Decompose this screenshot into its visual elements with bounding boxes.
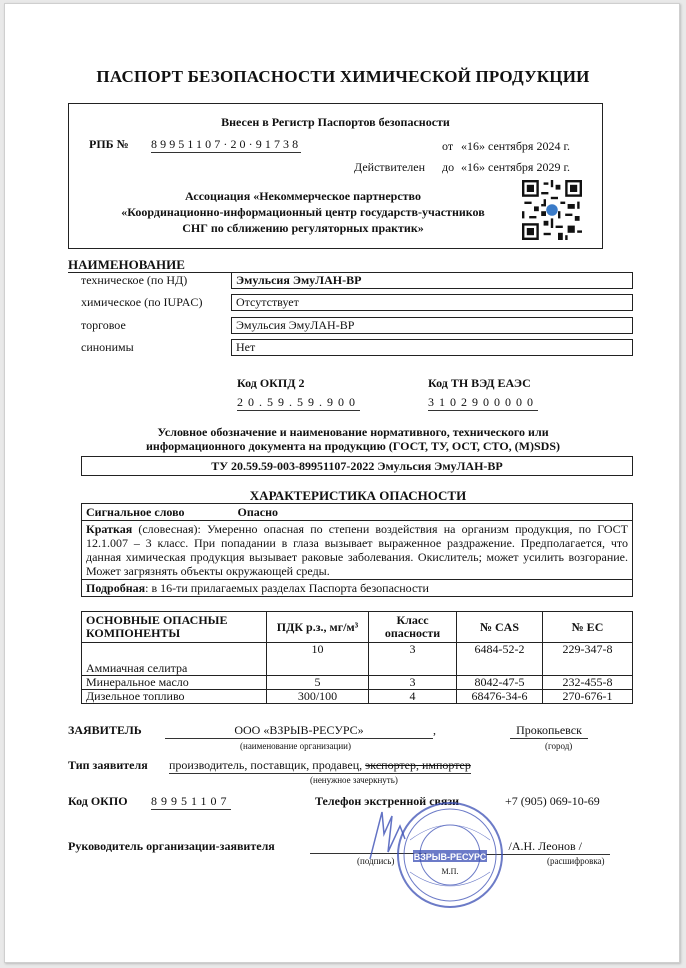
component-name: Аммиачная селитра	[82, 643, 267, 676]
component-pdk: 5	[267, 676, 369, 690]
col-header-component: ОСНОВНЫЕ ОПАСНЫЕ КОМПОНЕНТЫ	[82, 612, 267, 643]
type-caption: (ненужное зачеркнуть)	[310, 775, 398, 785]
naming-label-synonyms: синонимы	[81, 340, 134, 354]
normative-value: ТУ 20.59.59-003-89951107-2022 Эмульсия ЭмуЛАН-ВР	[81, 456, 633, 476]
component-pdk: 300/100	[267, 690, 369, 704]
applicant-type-label: Тип заявителя	[68, 758, 148, 772]
normative-heading-2: информационного документа на продукцию (ГОСТ, ТУ, ОСТ, СТО, (М)SDS)	[145, 439, 561, 453]
naming-label-technical: техническое (по НД)	[81, 273, 188, 287]
okpd-value: 20.59.59.900	[237, 395, 360, 409]
col-header-cas: № CAS	[457, 612, 543, 643]
applicant-comma: ,	[433, 723, 436, 737]
signal-value: Опасно	[234, 504, 633, 521]
hazard-heading: ХАРАКТЕРИСТИКА ОПАСНОСТИ	[249, 488, 467, 503]
brief-label: Краткая	[86, 522, 133, 536]
component-pdk: 10	[267, 643, 369, 676]
hazard-table	[81, 503, 633, 597]
brief-text: (словесная): Умеренно опасная по степени воздействия на организм продукция, по ГОСТ 12.1.007 – 3 класс. При попадании в глаза вызывает выраженное раздражение. Предполагается, что данная химическая продукция вызывает раковые заболевания. Окислитель; может усилить возгорание. Может загрязнять объекты окружающей среды.	[86, 522, 628, 578]
valid-label: Действителен	[354, 160, 426, 174]
rpb-number: 89951107·20·91738	[151, 137, 302, 151]
naming-value-synonyms: Нет	[231, 339, 633, 356]
table-row	[82, 643, 633, 676]
hazard-detail-row	[82, 580, 633, 597]
signature-icon	[360, 804, 420, 864]
detail-text: : в 16-ти прилагаемых разделах Паспорта безопасности	[145, 581, 429, 595]
naming-value-trade: Эмульсия ЭмуЛАН-ВР	[231, 317, 633, 334]
stamp-text: ВЗРЫВ-РЕСУРС	[413, 852, 487, 862]
component-name: Дизельное топливо	[82, 690, 267, 704]
tnved-label: Код ТН ВЭД ЕАЭС	[428, 376, 531, 390]
naming-value-technical: Эмульсия ЭмуЛАН-ВР	[231, 272, 633, 289]
type-kept: производитель, поставщик, продавец,	[169, 758, 363, 772]
detail-label: Подробная	[86, 581, 146, 595]
hazard-brief-row	[82, 521, 633, 580]
assoc-line-1: Ассоциация «Некоммерческое партнерство	[185, 189, 421, 203]
naming-label-chemical: химическое (по IUPAC)	[81, 295, 203, 309]
naming-value-chemical: Отсутствует	[231, 294, 633, 311]
table-row	[82, 690, 633, 704]
assoc-line-3: СНГ по сближению регуляторных практик»	[182, 221, 424, 235]
component-cas: 8042-47-5	[457, 676, 543, 690]
document-page	[4, 3, 680, 963]
table-row	[82, 676, 633, 690]
type-struck: экспортер, импортер	[365, 758, 471, 772]
from-label: от	[442, 139, 454, 153]
col-header-class: Класс опасности	[369, 612, 457, 643]
assoc-line-2: «Координационно-информационный центр государств-участников	[121, 205, 485, 219]
sign-caption: (подпись)	[357, 856, 395, 866]
component-cas: 6484-52-2	[457, 643, 543, 676]
registry-header: Внесен в Регистр Паспортов безопасности	[221, 115, 450, 129]
col-header-ec: № EC	[543, 612, 633, 643]
phone-label: Телефон экстренной связи	[315, 794, 460, 808]
head-label: Руководитель организации-заявителя	[68, 839, 275, 853]
component-class: 3	[369, 676, 457, 690]
applicant-type-value	[169, 758, 471, 774]
hazard-signal-row	[82, 504, 633, 521]
stamp-caption: М.П.	[441, 867, 459, 876]
applicant-city: Прокопьевск	[510, 723, 588, 739]
component-name: Минеральное масло	[82, 676, 267, 690]
rpb-label: РПБ №	[89, 137, 129, 151]
tnved-value: 3102900000	[428, 395, 538, 409]
normative-heading-1: Условное обозначение и наименование нормативного, технического или	[157, 425, 549, 439]
naming-label-trade: торговое	[81, 318, 126, 332]
org-caption: (наименование организации)	[240, 741, 351, 751]
component-ec: 270-676-1	[543, 690, 633, 704]
document-title: ПАСПОРТ БЕЗОПАСНОСТИ ХИМИЧЕСКОЙ ПРОДУКЦИИ	[96, 67, 590, 86]
components-header-row	[82, 612, 633, 643]
col-header-pdk: ПДК р.з., мг/м³	[267, 612, 369, 643]
component-class: 3	[369, 643, 457, 676]
phone-value: +7 (905) 069-10-69	[505, 794, 600, 808]
applicant-org: ООО «ВЗРЫВ-РЕСУРС»	[165, 723, 433, 739]
signer-name: /А.Н. Леонов /	[475, 839, 610, 855]
component-cas: 68476-34-6	[457, 690, 543, 704]
applicant-label: ЗАЯВИТЕЛЬ	[68, 723, 142, 737]
to-date: «16» сентября 2029 г.	[461, 160, 571, 174]
okpo-value: 89951107	[151, 794, 231, 808]
okpd-label: Код ОКПД 2	[237, 376, 305, 390]
qr-code-icon	[522, 180, 582, 240]
components-table	[81, 611, 633, 704]
decode-caption: (расшифровка)	[547, 856, 605, 866]
component-ec: 232-455-8	[543, 676, 633, 690]
signal-label: Сигнальное слово	[82, 504, 234, 521]
component-class: 4	[369, 690, 457, 704]
city-caption: (город)	[545, 741, 573, 751]
component-ec: 229-347-8	[543, 643, 633, 676]
from-date: «16» сентября 2024 г.	[461, 139, 571, 153]
to-label: до	[442, 160, 455, 174]
okpo-label: Код ОКПО	[68, 794, 128, 808]
naming-heading: НАИМЕНОВАНИЕ	[68, 257, 185, 272]
